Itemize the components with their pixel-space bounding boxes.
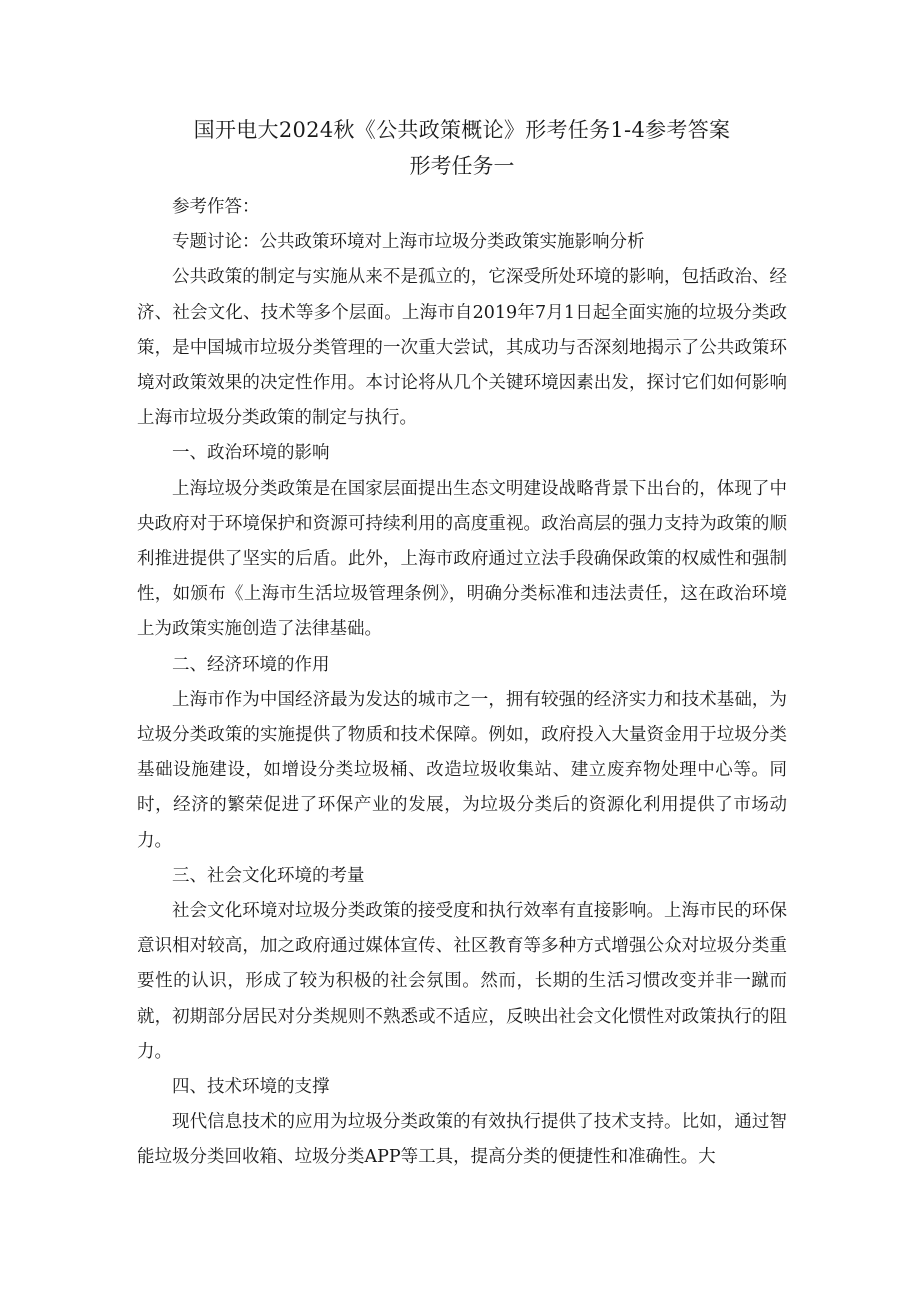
- topic-line: 专题讨论：公共政策环境对上海市垃圾分类政策实施影响分析: [172, 232, 645, 253]
- document-subtitle: 形考任务一: [409, 154, 515, 178]
- section-body-social: 社会文化环境对垃圾分类政策的接受度和执行效率有直接影响。上海市民的环保意识相对较高，加之政府通过媒体宣传、社区教育等多种方式增强公众对垃圾分类重要性的认识，形成了较为积极的社会氛围。然而，长期的生活习惯改变并非一蹴而就，初期部分居民对分类规则不熟悉或不适应，反映出社会文化惯性对政策执行的阻力。: [137, 901, 787, 1062]
- intro-paragraph: 公共政策的制定与实施从来不是孤立的，它深受所处环境的影响，包括政治、经济、社会文化、技术等多个层面。上海市自2019年7月1日起全面实施的垃圾分类政策，是中国城市垃圾分类管理的一次重大尝试，其成功与否深刻地揭示了公共政策环境对政策效果的决定性作用。本讨论将从几个关键环境因素出发，探讨它们如何影响上海市垃圾分类政策的制定与执行。: [137, 267, 787, 429]
- document-page: [137, 112, 787, 1176]
- section-body-economic: 上海市作为中国经济最为发达的城市之一，拥有较强的经济实力和技术基础，为垃圾分类政策的实施提供了物质和技术保障。例如，政府投入大量资金用于垃圾分类基础设施建设，如增设分类垃圾桶、改造垃圾收集站、建立废弃物处理中心等。同时，经济的繁荣促进了环保产业的发展，为垃圾分类后的资源化利用提供了市场动力。: [137, 689, 787, 851]
- section-heading-economic: 二、经济环境的作用: [172, 654, 330, 675]
- document-title: 国开电大2024秋《公共政策概论》形考任务1-4参考答案: [193, 118, 731, 142]
- section-heading-political: 一、政治环境的影响: [172, 443, 330, 464]
- section-body-technology: 现代信息技术的应用为垃圾分类政策的有效执行提供了技术支持。比如，通过智能垃圾分类回收箱、垃圾分类APP等工具，提高分类的便捷性和准确性。大: [137, 1112, 787, 1168]
- section-heading-technology: 四、技术环境的支撑: [172, 1077, 330, 1098]
- answer-label: 参考作答：: [172, 197, 260, 217]
- section-body-political: 上海垃圾分类政策是在国家层面提出生态文明建设战略背景下出台的，体现了中央政府对于环境保护和资源可持续利用的高度重视。政治高层的强力支持为政策的顺利推进提供了坚实的后盾。此外，上海市政府通过立法手段确保政策的权威性和强制性，如颁布《上海市生活垃圾管理条例》，明确分类标准和违法责任，这在政治环境上为政策实施创造了法律基础。: [137, 478, 787, 640]
- section-heading-social: 三、社会文化环境的考量: [172, 865, 365, 886]
